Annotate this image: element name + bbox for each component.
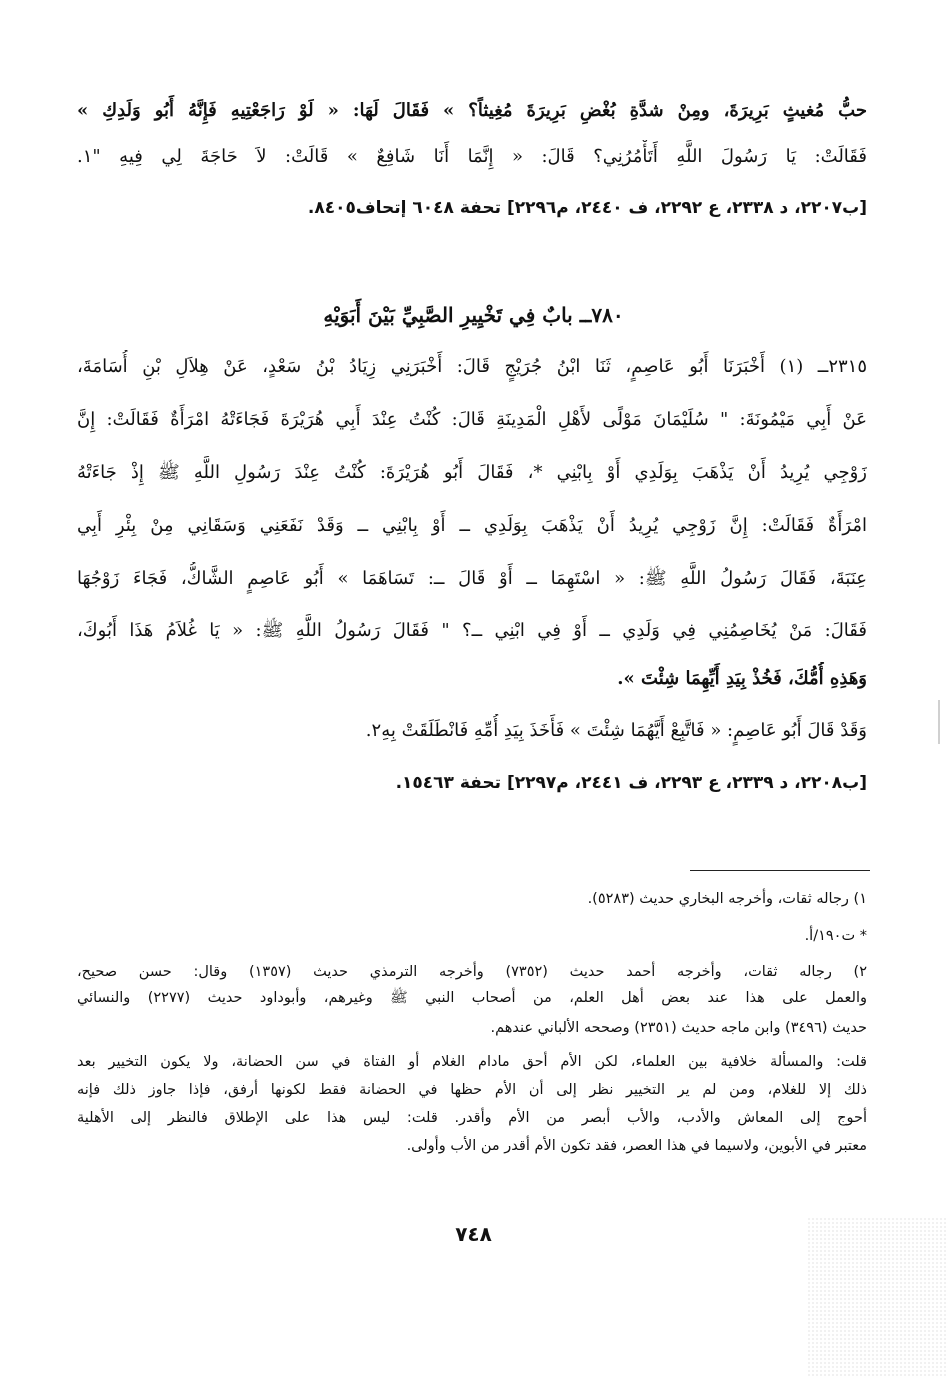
reference-line-top: [ب٢٢٠٧، د ٢٣٣٨، ع ٢٢٩٢، ف ٢٤٤٠، م٢٢٩٦] تحفة ٦٠٤٨ إتحاف٨٤٠٥. — [307, 198, 867, 218]
hadith-line-2: عَنْ أَبِي مَيْمُونَةَ: " سُلَيْمَانَ مَوْلًى لأَهْلِ الْمَدِينَةِ قَالَ: كُنْتُ عِنْدَ أَبِي هُرَيْرَةَ فَجَاءَتْهُ امْرَأَةٌ فَقَالَتْ: إِنَّ — [77, 409, 867, 430]
chapter-heading: ٧٨٠ــ بابٌ فِي تَخْيِيرِ الصَّبِيِّ بَيْنَ أَبَوَيْهِ — [323, 303, 624, 327]
abu-asim-line: وَقَدْ قَالَ أَبُو عَاصِمٍ: « فَاتَّبِعْ أَيَّهُمَا شِئْتَ » فَأَخَذَ بِيَدِ أُمِّهِ فَانْطَلَقَتْ بِهِ٢. — [365, 720, 867, 741]
footnote-comment-line-3: أحوج إلى المعاش والأدب، والأب أبصر من الأم وأقدر. قلت: ليس هذا على الإطلاق فالنظر إلى الأهلية — [77, 1110, 867, 1126]
footnote-comment-line-2: ذلك إلا للغلام، ومن لم ير التخيير نظر إلى أن الأم حظها في الحضانة فقط لكونها أرفق، فإذا جاوز ذلك فإنه — [77, 1082, 867, 1098]
reference-line-hadith: [ب٢٢٠٨، د ٢٣٣٩، ع ٢٢٩٣، ف ٢٤٤١، م٢٢٩٧] تحفة ١٥٤٦٣. — [395, 773, 867, 793]
text-line-top-1: حبُّ مُغيثٍ بَرِيرَةَ، ومِنْ شدَّةِ بُغْضِ بَرِيرَةَ مُغِيثاً؟ » فَقَالَ لَهَا: « لَوْ رَاجَعْتِيهِ فَإِنَّهُ أَبُو وَلَدِكِ » — [77, 100, 867, 121]
text-line-top-2: فَقَالَتْ: يَا رَسُولَ اللَّهِ أَتَأْمُرُنِي؟ قَالَ: « إِنَّمَا أَنَا شَافِعٌ » قَالَتْ: لاَ حَاجَةَ لِي فِيهِ "١. — [77, 146, 867, 167]
hadith-line-4: امْرَأَةٌ فَقَالَتْ: إِنَّ زَوْجِي يُرِيدُ أَنْ يَذْهَبَ بِوَلَدِي ــ أَوْ بِابْنِي ــ وَقَدْ نَفَعَنِي وَسَقَانِي مِنْ بِئْرِ أَبِي — [77, 515, 867, 536]
footnote-1: ١) رجاله ثقات، وأخرجه البخاري حديث (٥٢٨٣). — [587, 891, 867, 907]
footnote-2-line-2: والعمل على هذا عند بعض أهل العلم، من أصحاب النبي ﷺ وغيرهم، وأبوداود حديث (٢٢٧٧) والنسائي — [77, 990, 867, 1006]
hadith-line-7: وَهَذِهِ أُمُّكَ، فَخُذْ بِيَدِ أَيِّهِمَا شِئْتَ ». — [617, 668, 867, 689]
footnote-folio-marker: * ت١٩٠/أ. — [804, 928, 867, 944]
footnote-comment-line-1: قلت: والمسألة خلافية بين العلماء، لكن الأم أحق مادام الغلام أو الفتاة في سن الحضانة، ولا يكون التخيير بعد — [77, 1054, 867, 1070]
footnote-2-line-1: ٢) رجاله ثقات، وأخرجه أحمد حديث (٧٣٥٢) وأخرجه الترمذي حديث (١٣٥٧) وقال: حسن صحيح، — [77, 964, 867, 980]
footnote-comment-line-4: معتبر في الأبوين، ولاسيما في هذا العصر، فقد تكون الأم أقدر من الأب وأولى. — [406, 1138, 867, 1154]
hadith-line-5: عِنَبَةَ، فَقَالَ رَسُولُ اللَّهِ ﷺ: « اسْتَهِمَا ــ أَوْ قَالَ ــ: تَسَاهَمَا » أَبُو عَاصِمٍ الشَّاكُّ، فَجَاءَ زَوْجُهَا — [77, 568, 867, 589]
hadith-line-3: زَوْجِي يُرِيدُ أَنْ يَذْهَبَ بِوَلَدِي أَوْ بِابْنِي *، فَقَالَ أَبُو هُرَيْرَةَ: كُنْتُ عِنْدَ رَسُولِ اللَّهِ ﷺ إِذْ جَاءَتْهُ — [77, 462, 867, 483]
footnote-separator — [690, 870, 870, 871]
hadith-line-6: فَقَالَ: مَنْ يُخَاصِمُنِي فِي وَلَدِي ــ أَوْ فِي ابْنِي ــ؟ " فَقَالَ رَسُولُ اللَّهِ ﷺ: « يَا غُلاَمُ هَذَا أَبُوكَ، — [77, 620, 867, 641]
scan-mark — [938, 700, 940, 744]
page-number: ٧٤٨ — [455, 1222, 492, 1246]
hadith-line-1: ٢٣١٥ــ (١) أَخْبَرَنَا أَبُو عَاصِمٍ، ثَنَا ابْنُ جُرَيْجٍ قَالَ: أَخْبَرَنِي زِيَادُ بْنُ سَعْدٍ، عَنْ هِلاَلِ بْنِ أُسَامَةَ، — [77, 356, 867, 377]
footnote-2-line-3: حديث (٣٤٩٦) وابن ماجه حديث (٢٣٥١) وصححه الألباني عندهم. — [490, 1020, 867, 1036]
scan-noise — [807, 1217, 947, 1377]
